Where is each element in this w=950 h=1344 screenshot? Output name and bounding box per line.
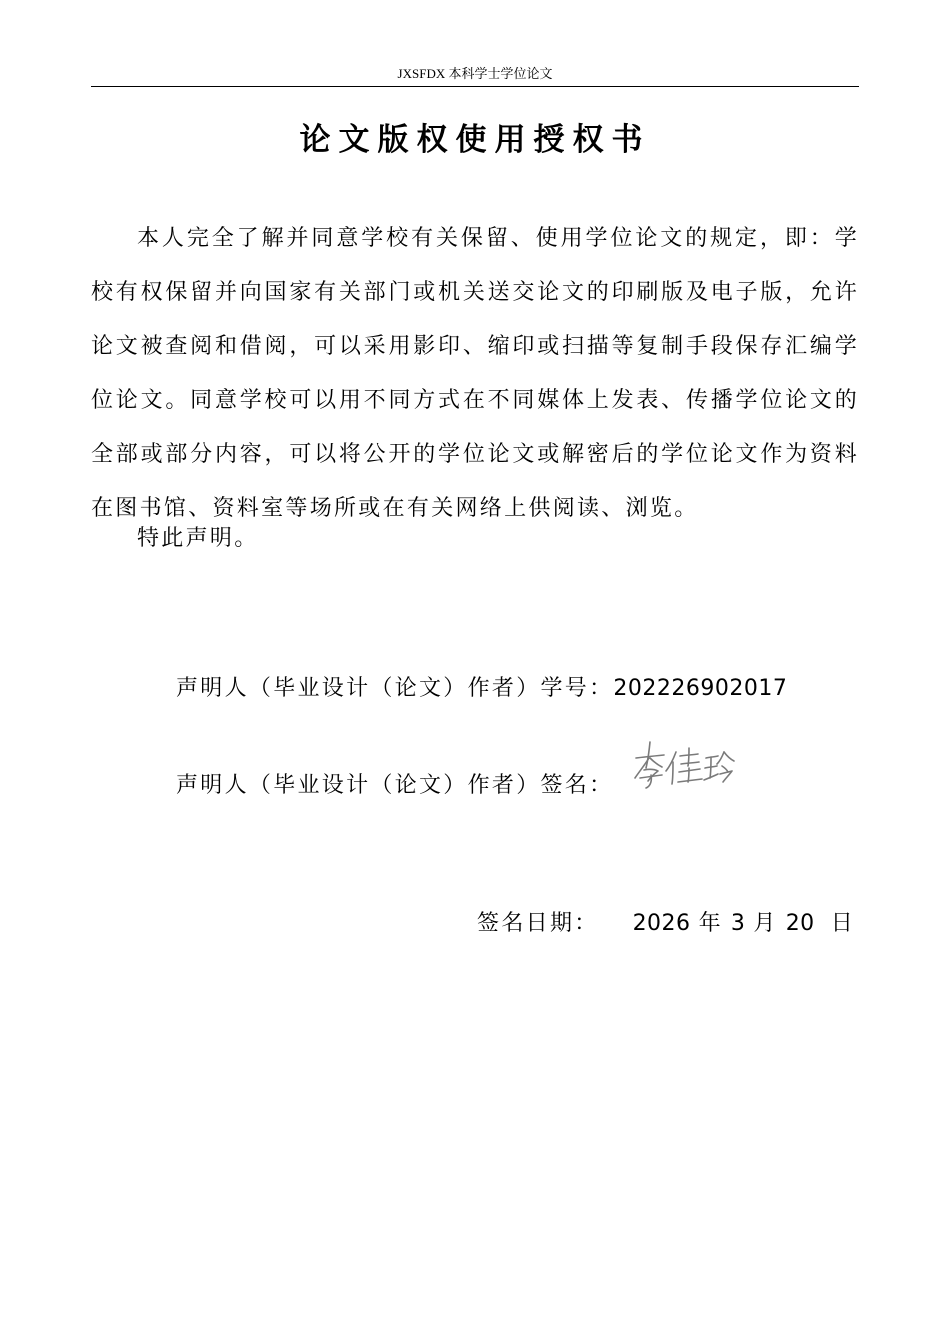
signing-date-line	[477, 898, 855, 950]
header-rule	[91, 86, 859, 87]
date-day: 20	[785, 911, 815, 936]
student-id-line	[176, 663, 787, 715]
handwritten-signature	[632, 738, 736, 794]
authorization-paragraph: 本人完全了解并同意学校有关保留、使用学位论文的规定，即：学校有权保留并向国家有关部门或机关送交论文的印刷版及电子版，允许论文被查阅和借阅，可以采用影印、缩印或扫描等复制手段保存汇编学位论文。同意学校可以用不同方式在不同媒体上发表、传播学位论文的全部或部分内容，可以将公开的学位论文或解密后的学位论文作为资料在图书馆、资料室等场所或在有关网络上供阅读、浏览。	[91, 226, 859, 521]
document-title: 论文版权使用授权书	[299, 122, 651, 158]
student-id-value: 202226902017	[613, 676, 788, 701]
signature-label: 声明人（毕业设计（论文）作者）签名：	[176, 773, 614, 798]
student-id-label: 声明人（毕业设计（论文）作者）学号：	[176, 676, 614, 701]
date-year-unit: 年	[698, 911, 723, 936]
date-year: 2026	[632, 911, 691, 936]
date-label: 签名日期：	[477, 911, 599, 936]
date-day-unit: 日	[830, 911, 855, 936]
declaration-note: 特此声明。	[137, 526, 259, 551]
date-month-unit: 月	[753, 911, 778, 936]
date-month: 3	[730, 911, 746, 936]
running-header: JXSFDX 本科学士学位论文	[397, 66, 553, 81]
signature-line	[176, 760, 613, 812]
